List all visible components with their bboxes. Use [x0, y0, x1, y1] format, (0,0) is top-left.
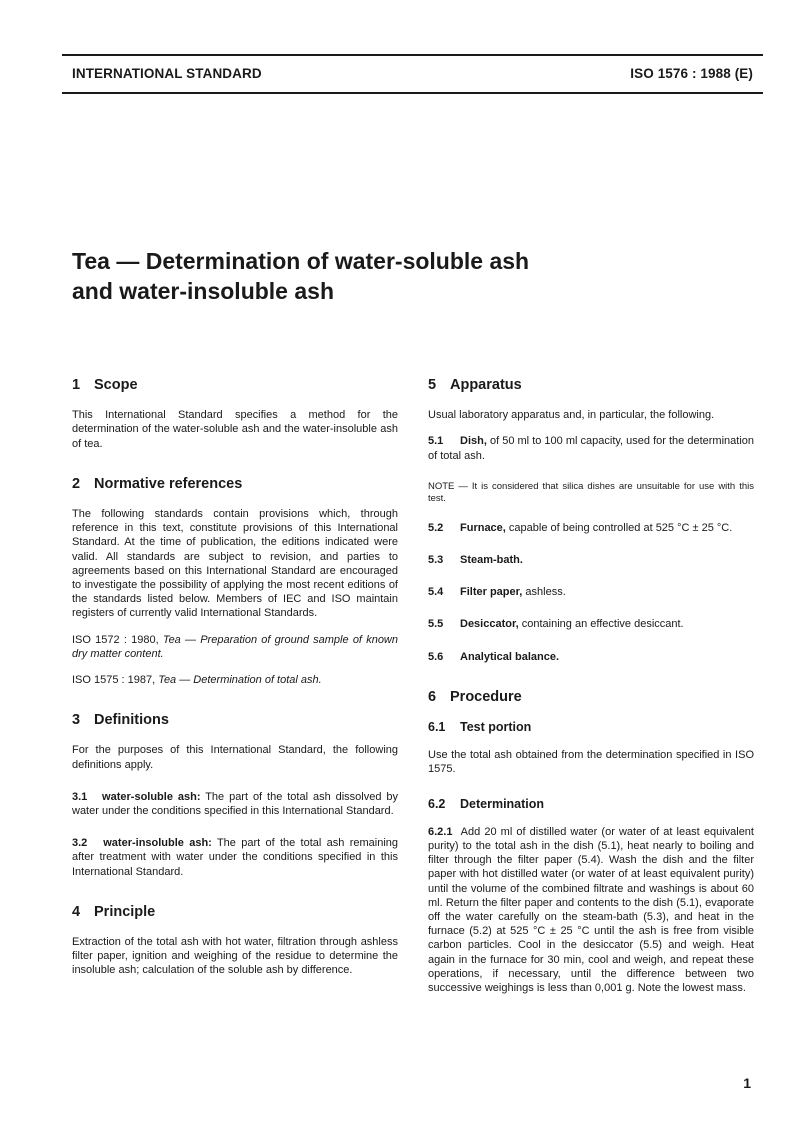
- section-heading: [428, 378, 754, 392]
- section-heading: [428, 690, 754, 704]
- apparatus-item-balance: [428, 650, 754, 664]
- item-term: Dish,: [460, 435, 487, 448]
- normative-text: The following standards contain provisions which, through reference in this text, constitute provisions of this International Standard. At the time of publication, the editions indicated were valid. All standards are subject to revision, and parties to agreements based on this International Standard are encouraged to investigate the possibility of applying the most recent editions of the standards listed below. Members of IEC and ISO maintain registers of currently valid International Standards.: [72, 508, 398, 620]
- clause-number: 6.2: [428, 796, 446, 811]
- document-number: ISO 1576 : 1988 (E): [630, 66, 753, 81]
- reference-title: Tea — Determination of total ash.: [158, 674, 322, 687]
- apparatus-note: NOTE — It is considered that silica dishes are unsuitable for use with this test.: [428, 480, 754, 504]
- title-line-1: Tea — Determination of water-soluble ash: [72, 248, 530, 274]
- subsection-title: Test portion: [460, 720, 532, 735]
- definition-text: The part of the total ash dissolved by water under the conditions specified in this International Standard.: [72, 790, 398, 818]
- clause-number: 6.1: [428, 720, 446, 735]
- item-term: Furnace,: [460, 521, 506, 534]
- defined-term: water-insoluble ash:: [103, 837, 212, 850]
- reference-iso-1575: [72, 673, 398, 687]
- clause-text: Add 20 ml of distilled water (or water of at least equivalent purity) to the total ash in the dish (5.1), heat nearly to boiling and filter through the filter paper (5.4). Wash the dish and the filter paper with hot distilled water (or water of at least equivalent purity) until the volume of the combined filtrate and washings is about 60 ml. Return the filter paper and contents to the dish (5.1), evaporate off the water carefully on the steam-bath (5.3), and heat in the furnace (5.2) at 525 °C ± 25 °C until the ash is free from visible carbon particles. Cool in the desiccator (5.5) and weigh. Heat again in the furnace for 30 min, cool and weigh, and repeat these operations, if necessary, until the difference between two successive weighings is less than 0,001 g. Note the lowest mass.: [428, 825, 754, 995]
- section-apparatus: [428, 378, 754, 664]
- definition-text: The part of the total ash remaining after treatment with water under the conditions specified in this International Standard.: [72, 837, 399, 878]
- definition-water-soluble-ash: [72, 790, 398, 818]
- reference-code: ISO 1572 : 1980,: [72, 633, 159, 646]
- apparatus-item-dish: [428, 434, 754, 462]
- item-text: capable of being controlled at 525 °C ± 25 °C.: [508, 521, 733, 534]
- determination-text: [428, 825, 754, 995]
- apparatus-item-filter-paper: [428, 585, 754, 599]
- standard-label: INTERNATIONAL STANDARD: [72, 66, 262, 81]
- section-procedure: [428, 690, 754, 995]
- item-text: of 50 ml to 100 ml capacity, used for the determination of total ash.: [428, 435, 755, 462]
- subsection-heading-determination: [428, 797, 754, 811]
- section-number: 5: [428, 377, 437, 393]
- clause-number: 5.3: [428, 554, 444, 567]
- defined-term: water-soluble ash:: [102, 790, 201, 803]
- item-term: Steam-bath.: [460, 554, 523, 567]
- section-title: Scope: [94, 377, 138, 393]
- clause-number: 5.4: [428, 586, 444, 599]
- clause-number: 3.2: [72, 837, 88, 850]
- top-rule: [62, 54, 763, 56]
- principle-text: Extraction of the total ash with hot water, filtration through ashless filter paper, ignition and weighing of the residue to determine the insoluble ash; calculation of the soluble ash by difference.: [72, 936, 398, 977]
- clause-number: 5.1: [428, 435, 444, 448]
- section-heading: [72, 905, 398, 919]
- section-number: 2: [72, 475, 81, 492]
- apparatus-item-desiccator: [428, 617, 754, 631]
- section-number: 4: [72, 903, 81, 920]
- definitions-intro: For the purposes of this International Standard, the following definitions apply.: [72, 744, 398, 771]
- right-column: [428, 378, 754, 1007]
- item-term: Analytical balance.: [460, 650, 560, 663]
- section-definitions: [72, 713, 398, 879]
- section-title: Principle: [94, 903, 156, 920]
- clause-number: 3.1: [72, 790, 88, 803]
- apparatus-item-furnace: [428, 521, 754, 535]
- section-number: 1: [72, 377, 81, 393]
- clause-number: 6.2.1: [428, 825, 453, 838]
- reference-code: ISO 1575 : 1987,: [72, 674, 156, 687]
- apparatus-intro: Usual laboratory apparatus and, in particular, the following.: [428, 409, 715, 422]
- left-column: [72, 378, 398, 1004]
- item-term: Filter paper,: [460, 586, 523, 599]
- title-line-2: and water-insoluble ash: [72, 278, 334, 304]
- section-heading: [72, 713, 398, 727]
- section-title: Procedure: [450, 688, 522, 705]
- section-principle: [72, 905, 398, 978]
- section-normative-references: [72, 477, 398, 687]
- clause-number: 5.6: [428, 650, 444, 663]
- section-title: Definitions: [94, 712, 169, 729]
- document-title: [72, 246, 529, 306]
- header-rule: [62, 92, 763, 94]
- clause-number: 5.5: [428, 618, 444, 631]
- item-text: containing an effective desiccant.: [521, 618, 684, 631]
- section-heading: [72, 378, 398, 392]
- subsection-title: Determination: [460, 796, 545, 811]
- test-portion-text: Use the total ash obtained from the determination specified in ISO 1575.: [428, 749, 754, 776]
- item-text: ashless.: [525, 586, 566, 599]
- section-scope: [72, 378, 398, 451]
- reference-iso-1572: [72, 633, 398, 661]
- item-term: Desiccator,: [460, 618, 519, 631]
- section-number: 3: [72, 712, 81, 729]
- definition-water-insoluble-ash: [72, 836, 398, 879]
- reference-title: Tea — Preparation of ground sample of known dry matter content.: [72, 633, 398, 660]
- section-title: Apparatus: [450, 377, 522, 393]
- section-heading: [72, 477, 398, 491]
- scope-text: This International Standard specifies a method for the determination of the water-soluble ash and the water-insoluble ash of tea.: [72, 409, 398, 450]
- apparatus-item-steam-bath: [428, 553, 754, 567]
- clause-number: 5.2: [428, 521, 444, 534]
- subsection-heading-test-portion: [428, 720, 754, 734]
- section-title: Normative references: [94, 475, 243, 492]
- page-number: 1: [743, 1075, 751, 1091]
- section-number: 6: [428, 688, 437, 705]
